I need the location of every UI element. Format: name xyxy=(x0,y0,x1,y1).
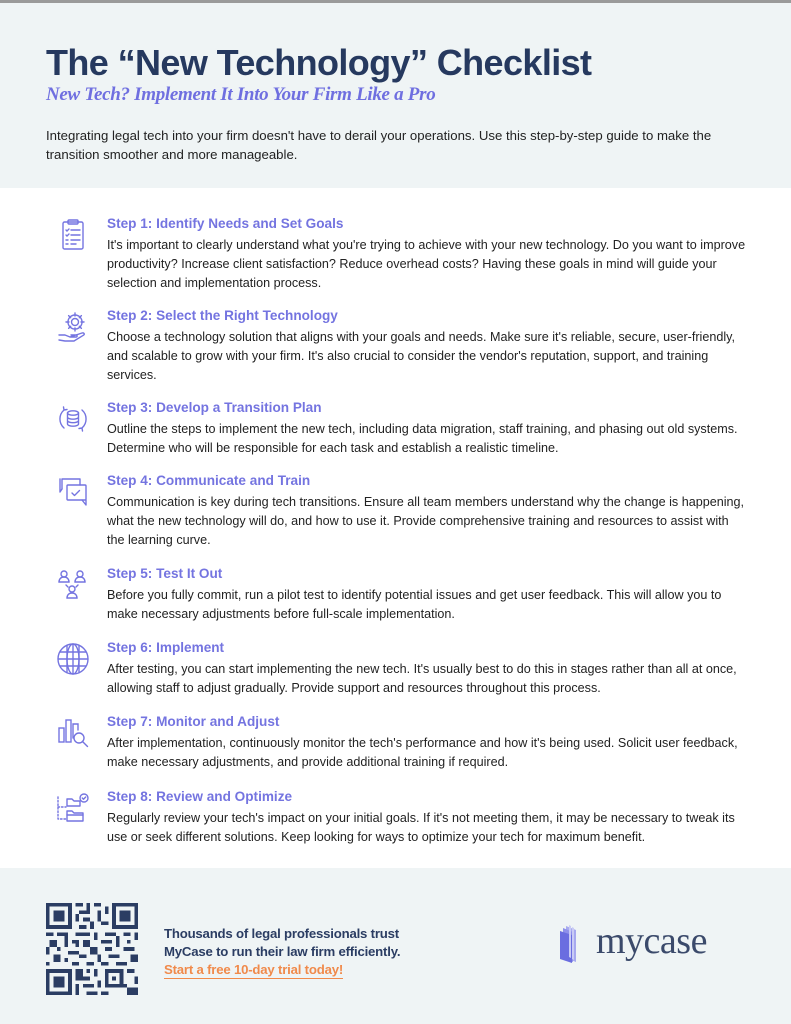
database-sync-icon xyxy=(56,402,90,436)
step-body: After testing, you can start implementing the new tech. It's usually best to do this in stages rather than all at once, allowing staff to adjust gradually. Provide support and resources throughout this process. xyxy=(107,662,737,695)
cta-line-2: MyCase to run their law firm efficiently. xyxy=(164,944,401,959)
chart-magnifier-icon xyxy=(56,716,90,750)
step-body: Before you fully commit, run a pilot test to identify potential issues and get user feedback. This will allow you to make necessary adjustments before full-scale implementation. xyxy=(107,588,722,621)
step-title: Step 6: Implement xyxy=(107,640,225,655)
step-body: After implementation, continuously monitor the tech's performance and how it's being used. Solicit user feedback, make necessary adjustments, and provide additional training if required. xyxy=(107,736,738,769)
mycase-logo[interactable] xyxy=(558,922,707,966)
step-title: Step 8: Review and Optimize xyxy=(107,789,293,804)
cta-line-1: Thousands of legal professionals trust xyxy=(164,926,399,941)
intro-text: Integrating legal tech into your firm doesn't have to derail your operations. Use this step-by-step guide to make the transition smoother and more manageable. xyxy=(46,128,712,162)
folder-check-icon xyxy=(56,791,90,825)
step-body: Choose a technology solution that aligns with your goals and needs. Make sure it's reliable, secure, user-friendly, and scalable to grow with your firm. It's also crucial to consider the vendor's reputation, support, and training services. xyxy=(107,330,736,382)
page-subtitle: New Tech? Implement It Into Your Firm Like a Pro xyxy=(46,84,436,105)
free-trial-link[interactable]: Start a free 10-day trial today! xyxy=(164,962,344,977)
step-title: Step 4: Communicate and Train xyxy=(107,473,311,488)
page-title: The “New Technology” Checklist xyxy=(46,42,592,83)
step-title: Step 2: Select the Right Technology xyxy=(107,308,338,323)
chat-check-icon xyxy=(56,475,90,509)
step-title: Step 5: Test It Out xyxy=(107,566,223,581)
clipboard-checklist-icon xyxy=(56,218,90,252)
step-body: It's important to clearly understand what you're trying to achieve with your new technology. Do you want to improve productivity? Increase client satisfaction? Reduce overhead costs? Having these goals in mind will guide your selection and implementation process. xyxy=(107,238,746,290)
qr-code[interactable] xyxy=(46,903,138,995)
step-body: Regularly review your tech's impact on your initial goals. If it's not meeting them, it may be necessary to tweak its use or seek different solutions. Keep looking for ways to optimize your tech for maximum benefit. xyxy=(107,811,735,844)
gear-in-hand-icon xyxy=(56,310,90,344)
step-title: Step 7: Monitor and Adjust xyxy=(107,714,280,729)
step-title: Step 3: Develop a Transition Plan xyxy=(107,400,322,415)
book-stack-logo-icon xyxy=(558,924,588,964)
step-title: Step 1: Identify Needs and Set Goals xyxy=(107,216,344,231)
users-group-icon xyxy=(56,568,90,602)
step-body: Outline the steps to implement the new tech, including data migration, staff training, and phasing out old systems. Determine who will be responsible for each task and establish a realistic timeline. xyxy=(107,422,738,455)
step-body: Communication is key during tech transitions. Ensure all team members understand why the change is happening, what the new technology will do, and how to use it. Provide comprehensive training and resources to assist with the learning curve. xyxy=(107,495,745,547)
logo-wordmark: mycase xyxy=(596,920,707,962)
cta-block xyxy=(164,925,400,979)
globe-icon xyxy=(56,642,90,676)
